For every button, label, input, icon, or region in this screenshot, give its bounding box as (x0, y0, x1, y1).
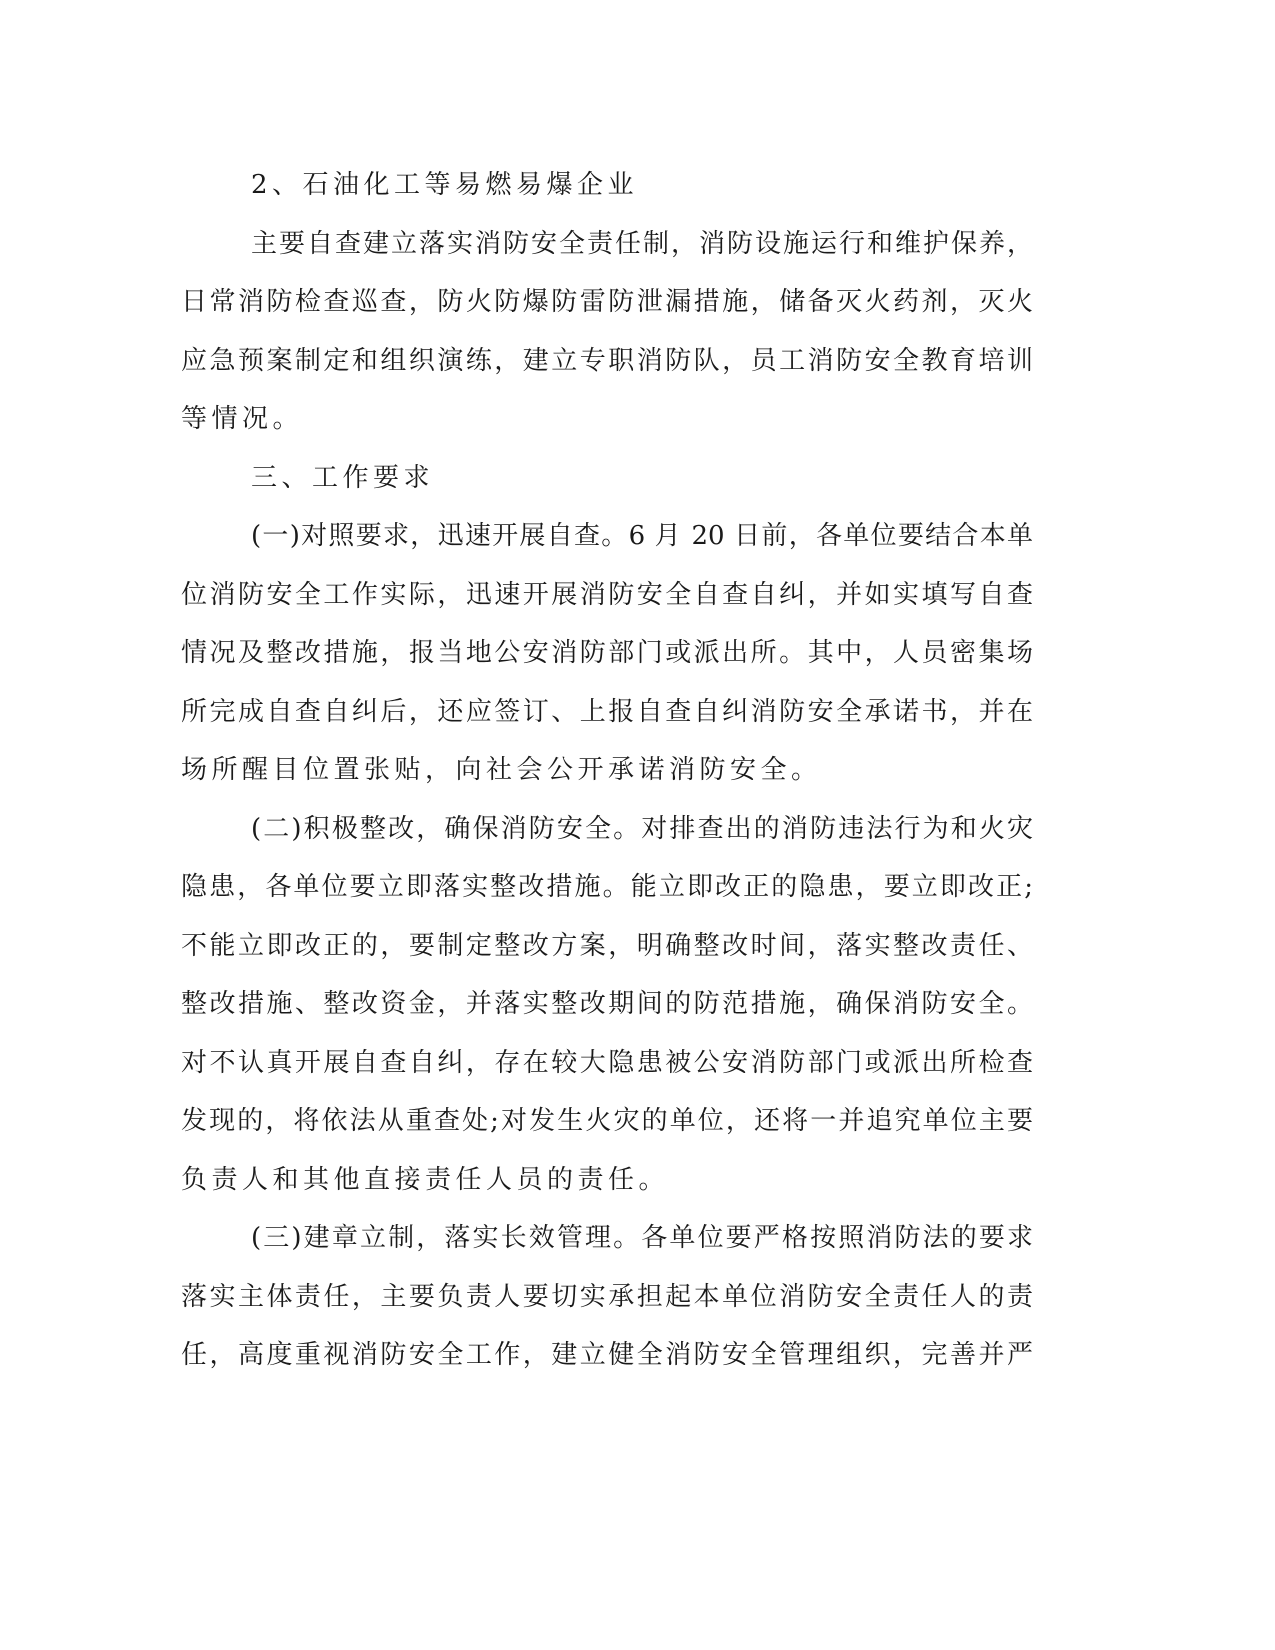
paragraph-line: 应急预案制定和组织演练，建立专职消防队，员工消防安全教育培训 (181, 345, 1033, 376)
paragraph-line: 位消防安全工作实际，迅速开展消防安全自查自纠，并如实填写自查 (181, 579, 1033, 610)
paragraph-line: 所完成自查自纠后，还应签订、上报自查自纠消防安全承诺书，并在 (181, 696, 1033, 727)
section-heading-work-requirements: 三、工作要求 (251, 462, 435, 493)
paragraph-line: 发现的，将依法从重查处;对发生火灾的单位，还将一并追究单位主要 (181, 1106, 1033, 1136)
paragraph-line: (一)对照要求，迅速开展自查。6 月 20 日前，各单位要结合本单 (251, 521, 1033, 551)
paragraph-line: 主要自查建立落实消防安全责任制，消防设施运行和维护保养， (251, 228, 1033, 259)
paragraph-line: 隐患，各单位要立即落实整改措施。能立即改正的隐患，要立即改正; (181, 872, 1033, 902)
paragraph-line: 任，高度重视消防安全工作，建立健全消防安全管理组织，完善并严 (181, 1340, 1033, 1370)
paragraph-line: 落实主体责任，主要负责人要切实承担起本单位消防安全责任人的责 (181, 1281, 1033, 1312)
paragraph-line: 负责人和其他直接责任人员的责任。 (181, 1164, 670, 1195)
paragraph-line: 场所醒目位置张贴，向社会公开承诺消防安全。 (181, 755, 822, 785)
paragraph-line: 不能立即改正的，要制定整改方案，明确整改时间，落实整改责任、 (181, 930, 1033, 961)
paragraph-line: (三)建章立制，落实长效管理。各单位要严格按照消防法的要求 (251, 1223, 1033, 1253)
paragraph-line: (二)积极整改，确保消防安全。对排查出的消防违法行为和火灾 (251, 813, 1033, 844)
paragraph-line: 等情况。 (181, 404, 304, 434)
paragraph-line: 日常消防检查巡查，防火防爆防雷防泄漏措施，储备灭火药剂，灭火 (181, 287, 1033, 317)
paragraph-line: 情况及整改措施，报当地公安消防部门或派出所。其中，人员密集场 (181, 638, 1033, 668)
paragraph-line: 整改措施、整改资金，并落实整改期间的防范措施，确保消防安全。 (181, 989, 1033, 1019)
paragraph-line: 对不认真开展自查自纠，存在较大隐患被公安消防部门或派出所检查 (181, 1047, 1033, 1078)
subsection-heading-petrochemical: 2、石油化工等易燃易爆企业 (251, 170, 639, 200)
document-body (181, 156, 1033, 1385)
